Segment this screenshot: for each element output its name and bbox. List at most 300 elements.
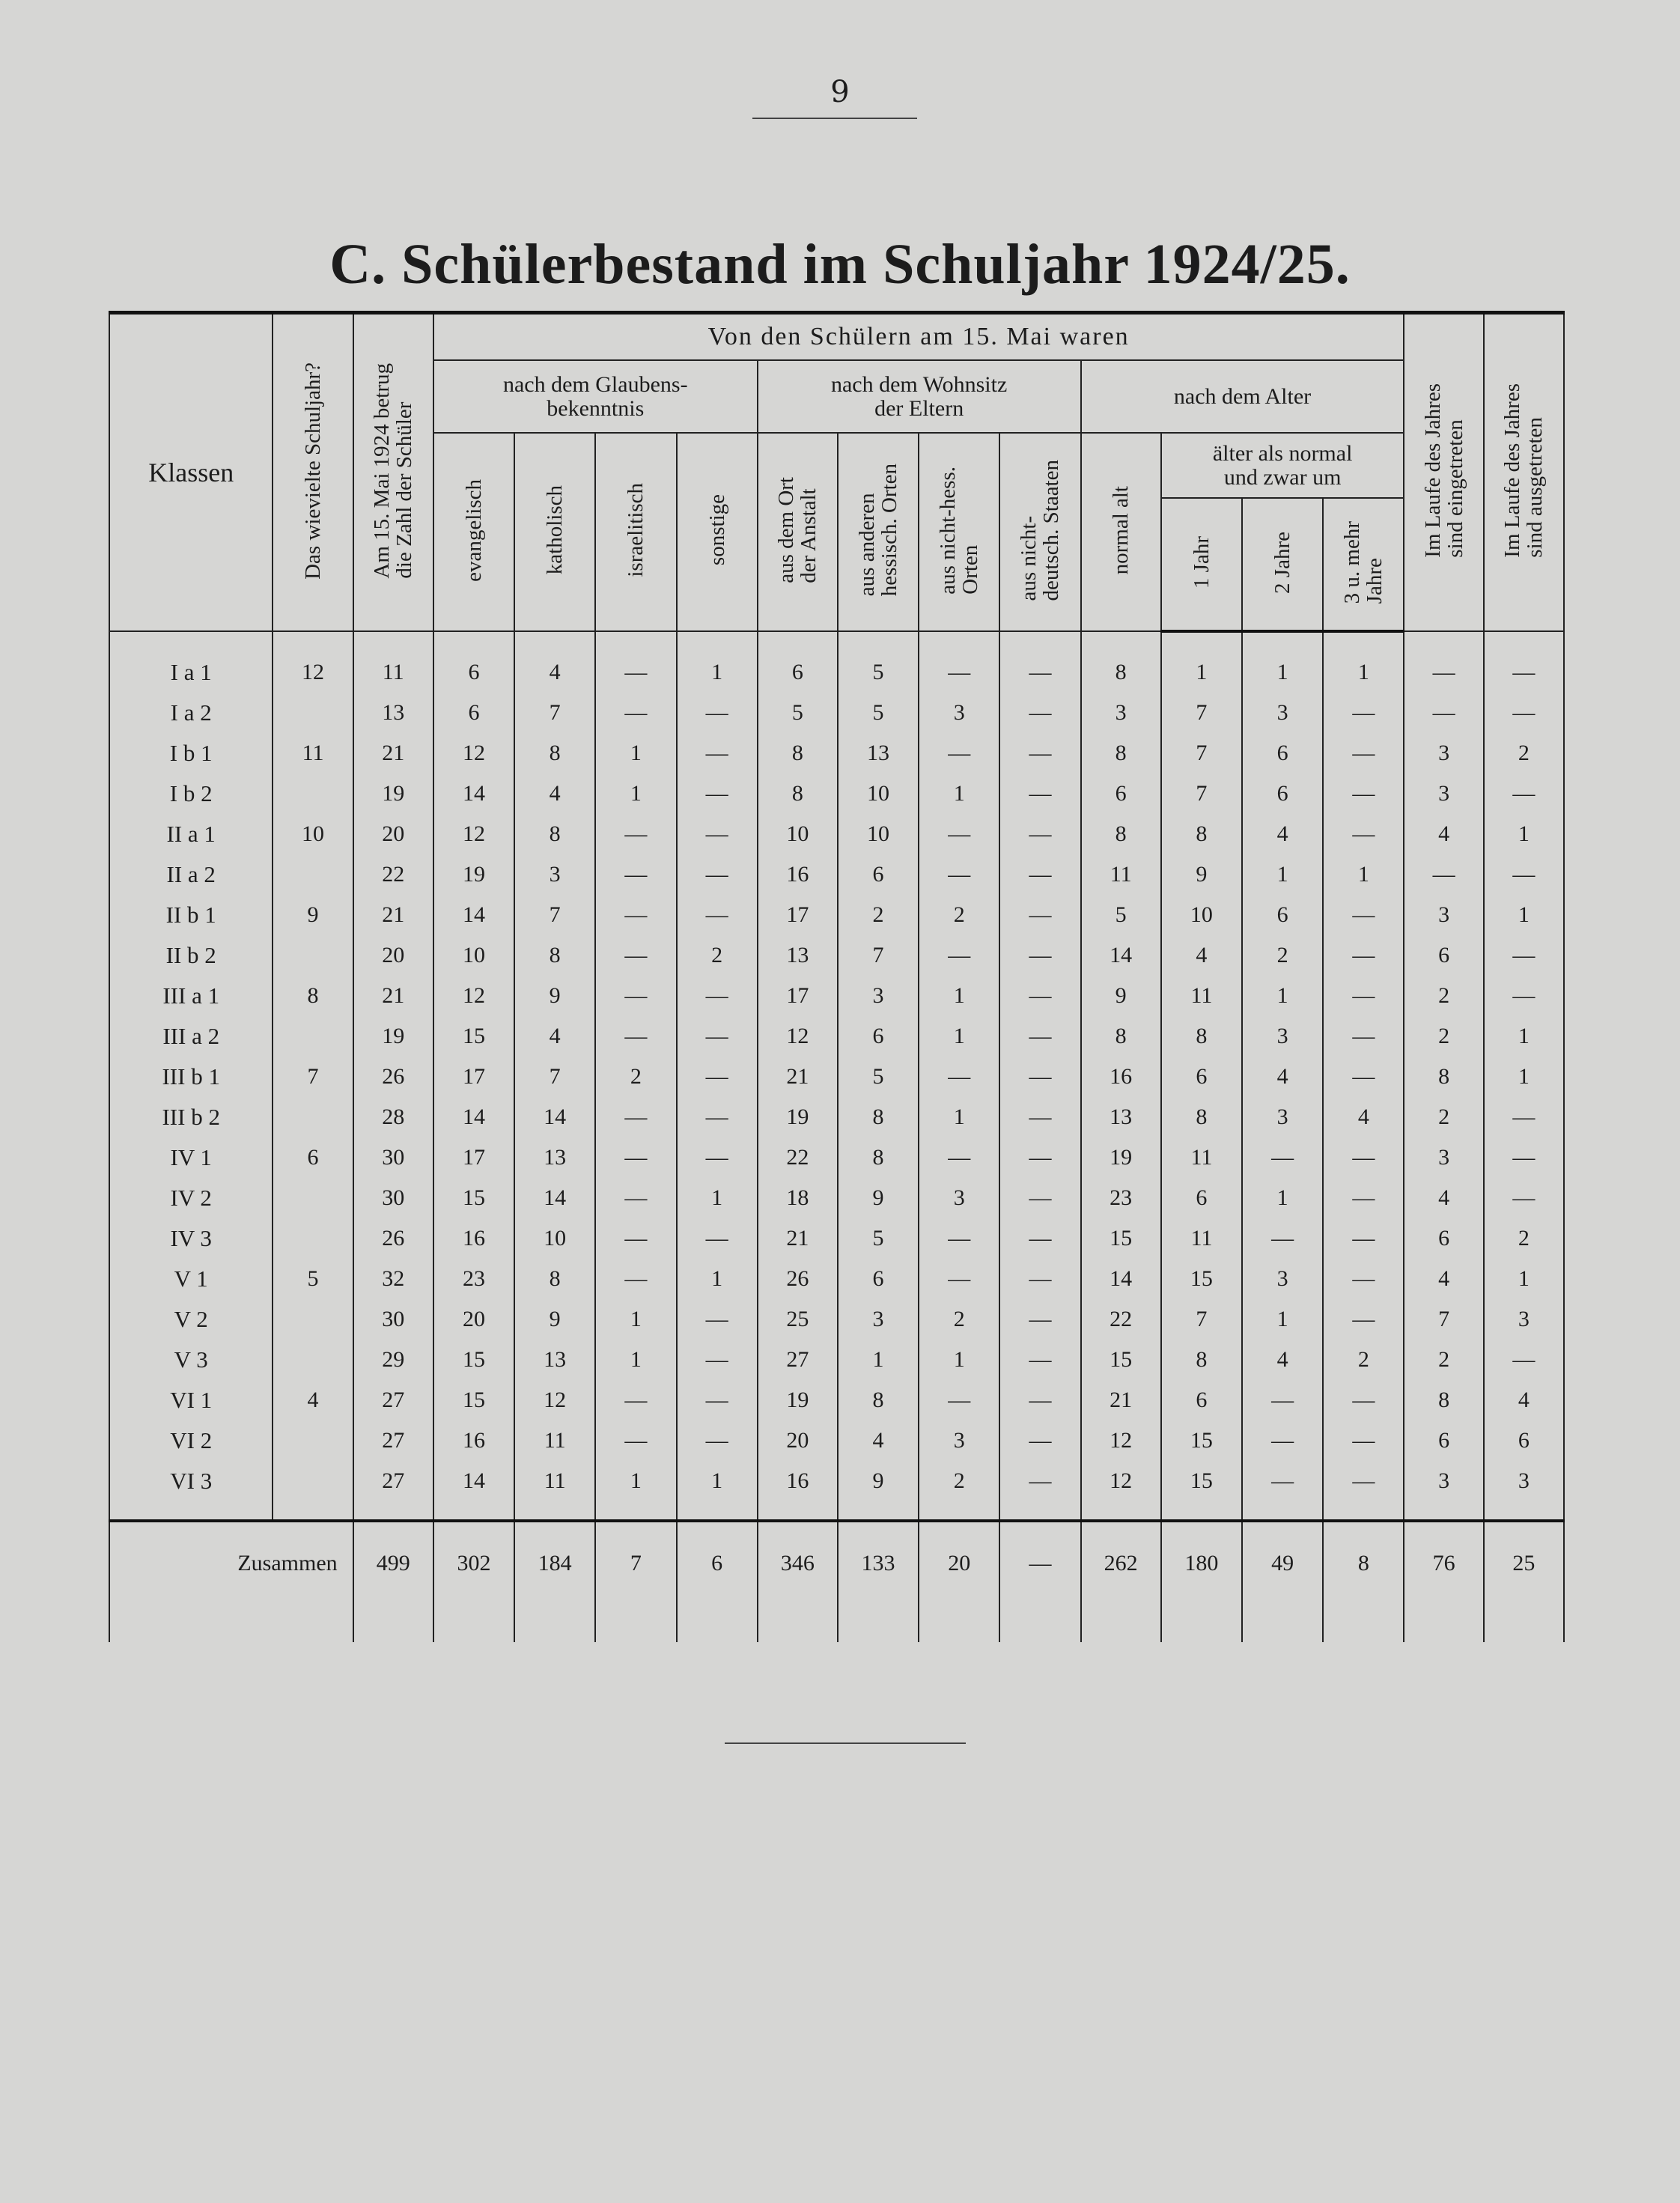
- cell-j1: 15: [1161, 1461, 1242, 1521]
- total-nhess: 20: [919, 1521, 999, 1605]
- cell-normal: 21: [1081, 1380, 1161, 1420]
- page-number: 9: [830, 75, 850, 109]
- header-eingetreten-text: Im Laufe des Jahres sind eingetreten: [1420, 383, 1467, 558]
- cell-normal: 8: [1081, 814, 1161, 854]
- header-glaubensbekenntnis-text: nach dem Glaubens- bekenntnis: [502, 371, 688, 421]
- cell-klasse: V 2: [109, 1299, 273, 1340]
- cell-normal: 8: [1081, 1016, 1161, 1057]
- cell-isr: —: [595, 1218, 676, 1259]
- cell-j1: 6: [1161, 1057, 1242, 1097]
- spacer-cell: [109, 1605, 353, 1642]
- cell-ein: 3: [1404, 733, 1483, 774]
- cell-j3: 1: [1323, 631, 1404, 693]
- cell-aus: —: [1484, 693, 1564, 733]
- cell-ev: 15: [433, 1016, 514, 1057]
- cell-ort: 12: [758, 1016, 838, 1057]
- cell-j1: 7: [1161, 1299, 1242, 1340]
- cell-j1: 7: [1161, 693, 1242, 733]
- cell-klasse: III a 2: [109, 1016, 273, 1057]
- cell-zahl: 21: [353, 733, 433, 774]
- total-ev: 302: [433, 1521, 514, 1605]
- cell-hess: 5: [838, 631, 919, 693]
- cell-aus: —: [1484, 1137, 1564, 1178]
- cell-hess: 9: [838, 1461, 919, 1521]
- cell-ev: 15: [433, 1178, 514, 1218]
- cell-sonst: —: [677, 814, 758, 854]
- cell-ein: 4: [1404, 814, 1483, 854]
- cell-klasse: IV 2: [109, 1178, 273, 1218]
- cell-j2: 2: [1242, 935, 1323, 976]
- cell-ndeut: —: [999, 1340, 1080, 1380]
- cell-nhess: 2: [919, 1461, 999, 1521]
- header-evangelisch: [433, 433, 514, 631]
- header-israelitisch-text: israelitisch: [624, 483, 648, 577]
- cell-hess: 6: [838, 1016, 919, 1057]
- cell-ein: 2: [1404, 1340, 1483, 1380]
- cell-nhess: 2: [919, 1299, 999, 1340]
- cell-zahl: 27: [353, 1461, 433, 1521]
- cell-zahl: 20: [353, 935, 433, 976]
- cell-ort: 22: [758, 1137, 838, 1178]
- cell-sonst: —: [677, 1057, 758, 1097]
- cell-ort: 21: [758, 1218, 838, 1259]
- cell-ndeut: —: [999, 733, 1080, 774]
- cell-hess: 8: [838, 1097, 919, 1137]
- cell-j1: 11: [1161, 1218, 1242, 1259]
- spacer-cell: [999, 1605, 1080, 1642]
- cell-sonst: 1: [677, 631, 758, 693]
- table-row: [109, 774, 1564, 814]
- cell-kath: 8: [514, 935, 595, 976]
- cell-zahl: 29: [353, 1340, 433, 1380]
- spacer-cell: [919, 1605, 999, 1642]
- cell-isr: —: [595, 814, 676, 854]
- cell-normal: 6: [1081, 774, 1161, 814]
- total-j2: 49: [1242, 1521, 1323, 1605]
- table-row: [109, 1380, 1564, 1420]
- cell-ndeut: —: [999, 814, 1080, 854]
- header-aelter-text: älter als normal und zwar um: [1212, 440, 1353, 490]
- cell-isr: —: [595, 935, 676, 976]
- cell-klasse: I b 2: [109, 774, 273, 814]
- cell-zahl: 30: [353, 1178, 433, 1218]
- cell-hess: 5: [838, 693, 919, 733]
- cell-aus: —: [1484, 774, 1564, 814]
- cell-klasse: III b 2: [109, 1097, 273, 1137]
- cell-nhess: 1: [919, 1016, 999, 1057]
- cell-normal: 19: [1081, 1137, 1161, 1178]
- cell-schuljahr: 11: [273, 733, 353, 774]
- total-j1: 180: [1161, 1521, 1242, 1605]
- cell-normal: 15: [1081, 1218, 1161, 1259]
- cell-aus: 1: [1484, 1057, 1564, 1097]
- cell-j2: 6: [1242, 895, 1323, 935]
- cell-nhess: —: [919, 854, 999, 895]
- cell-hess: 8: [838, 1380, 919, 1420]
- header-alter: nach dem Alter: [1081, 360, 1404, 433]
- cell-kath: 9: [514, 976, 595, 1016]
- spacer-cell: [514, 1605, 595, 1642]
- cell-zahl: 21: [353, 976, 433, 1016]
- cell-isr: —: [595, 631, 676, 693]
- cell-normal: 14: [1081, 935, 1161, 976]
- cell-nhess: —: [919, 1137, 999, 1178]
- cell-schuljahr: [273, 1178, 353, 1218]
- cell-j1: 8: [1161, 1340, 1242, 1380]
- spacer-cell: [758, 1605, 838, 1642]
- cell-j1: 15: [1161, 1259, 1242, 1299]
- cell-ev: 14: [433, 774, 514, 814]
- header-jahr2-text: 2 Jahre: [1270, 531, 1295, 594]
- header-nichthess: [919, 433, 999, 631]
- cell-kath: 7: [514, 1057, 595, 1097]
- cell-nhess: 1: [919, 774, 999, 814]
- cell-ev: 15: [433, 1340, 514, 1380]
- table-row: [109, 1420, 1564, 1461]
- cell-nhess: —: [919, 1259, 999, 1299]
- cell-j3: —: [1323, 1016, 1404, 1057]
- table-row: [109, 814, 1564, 854]
- table-row: [109, 733, 1564, 774]
- cell-hess: 9: [838, 1178, 919, 1218]
- cell-kath: 10: [514, 1218, 595, 1259]
- cell-ein: 2: [1404, 976, 1483, 1016]
- header-jahr2: [1242, 498, 1323, 631]
- cell-schuljahr: 6: [273, 1137, 353, 1178]
- cell-j3: —: [1323, 1259, 1404, 1299]
- table-row: [109, 1057, 1564, 1097]
- cell-j1: 11: [1161, 976, 1242, 1016]
- total-ort: 346: [758, 1521, 838, 1605]
- total-ein: 76: [1404, 1521, 1483, 1605]
- table-row: [109, 693, 1564, 733]
- cell-schuljahr: [273, 1340, 353, 1380]
- cell-schuljahr: [273, 1461, 353, 1521]
- cell-ort: 27: [758, 1340, 838, 1380]
- cell-hess: 3: [838, 976, 919, 1016]
- cell-ndeut: —: [999, 1016, 1080, 1057]
- cell-kath: 8: [514, 733, 595, 774]
- cell-kath: 3: [514, 854, 595, 895]
- cell-schuljahr: [273, 935, 353, 976]
- total-isr: 7: [595, 1521, 676, 1605]
- cell-ort: 19: [758, 1380, 838, 1420]
- cell-normal: 15: [1081, 1340, 1161, 1380]
- cell-aus: 1: [1484, 814, 1564, 854]
- table-row: [109, 976, 1564, 1016]
- spacer-cell: [838, 1605, 919, 1642]
- header-zahl: [353, 313, 433, 632]
- table-row: [109, 895, 1564, 935]
- cell-ein: 2: [1404, 1016, 1483, 1057]
- cell-isr: 1: [595, 1340, 676, 1380]
- cell-j2: 6: [1242, 774, 1323, 814]
- cell-j1: 15: [1161, 1420, 1242, 1461]
- cell-ort: 17: [758, 976, 838, 1016]
- cell-j3: —: [1323, 1380, 1404, 1420]
- cell-sonst: —: [677, 733, 758, 774]
- cell-ndeut: —: [999, 1299, 1080, 1340]
- header-jahr1-text: 1 Jahr: [1189, 535, 1214, 589]
- header-hessisch: [838, 433, 919, 631]
- cell-klasse: III a 1: [109, 976, 273, 1016]
- cell-j1: 9: [1161, 854, 1242, 895]
- cell-kath: 4: [514, 774, 595, 814]
- header-sonstige: [677, 433, 758, 631]
- table-row: [109, 1137, 1564, 1178]
- cell-zahl: 11: [353, 631, 433, 693]
- cell-sonst: —: [677, 1420, 758, 1461]
- cell-isr: —: [595, 976, 676, 1016]
- cell-nhess: 1: [919, 976, 999, 1016]
- cell-ev: 12: [433, 814, 514, 854]
- cell-j3: —: [1323, 1178, 1404, 1218]
- cell-ort: 18: [758, 1178, 838, 1218]
- cell-kath: 13: [514, 1340, 595, 1380]
- spacer-cell: [433, 1605, 514, 1642]
- cell-zahl: 27: [353, 1380, 433, 1420]
- cell-nhess: —: [919, 631, 999, 693]
- total-spacer-row: [109, 1605, 1564, 1642]
- cell-klasse: II a 2: [109, 854, 273, 895]
- table-row: [109, 1461, 1564, 1521]
- header-hessisch-text: aus anderen hessisch. Orten: [855, 464, 902, 597]
- cell-ndeut: —: [999, 1178, 1080, 1218]
- header-zahl-text: Am 15. Mai 1924 betrug die Zahl der Schüler: [370, 362, 417, 579]
- header-ausgetreten-text: Im Laufe des Jahres sind ausgetreten: [1500, 383, 1547, 558]
- cell-isr: —: [595, 854, 676, 895]
- cell-j3: —: [1323, 693, 1404, 733]
- cell-ort: 5: [758, 693, 838, 733]
- cell-ort: 16: [758, 1461, 838, 1521]
- cell-isr: —: [595, 1016, 676, 1057]
- cell-kath: 14: [514, 1097, 595, 1137]
- cell-j1: 8: [1161, 1016, 1242, 1057]
- cell-j3: —: [1323, 1218, 1404, 1259]
- cell-zahl: 19: [353, 1016, 433, 1057]
- cell-ein: 8: [1404, 1380, 1483, 1420]
- cell-kath: 11: [514, 1461, 595, 1521]
- table-row: [109, 1178, 1564, 1218]
- cell-kath: 12: [514, 1380, 595, 1420]
- cell-hess: 3: [838, 1299, 919, 1340]
- cell-j1: 6: [1161, 1380, 1242, 1420]
- cell-j1: 6: [1161, 1178, 1242, 1218]
- cell-normal: 5: [1081, 895, 1161, 935]
- cell-klasse: II a 1: [109, 814, 273, 854]
- cell-normal: 14: [1081, 1259, 1161, 1299]
- cell-ndeut: —: [999, 1259, 1080, 1299]
- table-row: [109, 935, 1564, 976]
- cell-klasse: V 3: [109, 1340, 273, 1380]
- cell-hess: 1: [838, 1340, 919, 1380]
- cell-j2: 3: [1242, 1097, 1323, 1137]
- cell-isr: —: [595, 1380, 676, 1420]
- header-normal-text: normal alt: [1109, 485, 1133, 575]
- cell-nhess: —: [919, 1218, 999, 1259]
- cell-isr: —: [595, 693, 676, 733]
- cell-sonst: 1: [677, 1178, 758, 1218]
- header-evangelisch-text: evangelisch: [461, 478, 486, 582]
- student-statistics-table: [109, 311, 1565, 1642]
- cell-j2: 1: [1242, 854, 1323, 895]
- cell-klasse: I a 1: [109, 631, 273, 693]
- cell-ndeut: —: [999, 1097, 1080, 1137]
- cell-ein: 6: [1404, 935, 1483, 976]
- cell-schuljahr: [273, 1420, 353, 1461]
- cell-j2: 4: [1242, 1057, 1323, 1097]
- cell-klasse: I b 1: [109, 733, 273, 774]
- cell-ndeut: —: [999, 1420, 1080, 1461]
- cell-ev: 14: [433, 1461, 514, 1521]
- cell-ort: 26: [758, 1259, 838, 1299]
- cell-klasse: I a 2: [109, 693, 273, 733]
- cell-ort: 10: [758, 814, 838, 854]
- cell-j2: —: [1242, 1137, 1323, 1178]
- cell-klasse: VI 1: [109, 1380, 273, 1420]
- cell-sonst: —: [677, 1137, 758, 1178]
- cell-sonst: —: [677, 854, 758, 895]
- cell-zahl: 20: [353, 814, 433, 854]
- header-aelter: [1161, 433, 1404, 498]
- cell-isr: 1: [595, 733, 676, 774]
- cell-j2: 3: [1242, 693, 1323, 733]
- cell-j1: 10: [1161, 895, 1242, 935]
- cell-aus: —: [1484, 631, 1564, 693]
- cell-ev: 17: [433, 1137, 514, 1178]
- cell-j2: 4: [1242, 814, 1323, 854]
- cell-sonst: —: [677, 1097, 758, 1137]
- cell-ein: —: [1404, 854, 1483, 895]
- cell-kath: 9: [514, 1299, 595, 1340]
- cell-aus: 1: [1484, 1016, 1564, 1057]
- cell-aus: 3: [1484, 1461, 1564, 1521]
- cell-ndeut: —: [999, 1218, 1080, 1259]
- header-katholisch-text: katholisch: [543, 485, 567, 575]
- cell-ort: 19: [758, 1097, 838, 1137]
- cell-ev: 14: [433, 895, 514, 935]
- cell-hess: 6: [838, 1259, 919, 1299]
- spacer-cell: [1161, 1605, 1242, 1642]
- cell-kath: 8: [514, 1259, 595, 1299]
- cell-sonst: —: [677, 1299, 758, 1340]
- cell-j2: —: [1242, 1218, 1323, 1259]
- cell-j1: 8: [1161, 814, 1242, 854]
- header-katholisch: [514, 433, 595, 631]
- cell-aus: 4: [1484, 1380, 1564, 1420]
- header-israelitisch: [595, 433, 676, 631]
- cell-nhess: —: [919, 733, 999, 774]
- cell-schuljahr: 7: [273, 1057, 353, 1097]
- cell-sonst: —: [677, 1218, 758, 1259]
- cell-ein: 2: [1404, 1097, 1483, 1137]
- cell-schuljahr: [273, 693, 353, 733]
- cell-schuljahr: [273, 1218, 353, 1259]
- cell-isr: —: [595, 1178, 676, 1218]
- header-eingetreten: [1404, 313, 1483, 632]
- cell-kath: 4: [514, 631, 595, 693]
- cell-j2: 6: [1242, 733, 1323, 774]
- header-glaubensbekenntnis: [433, 360, 758, 433]
- cell-schuljahr: [273, 1299, 353, 1340]
- cell-aus: 2: [1484, 1218, 1564, 1259]
- spacer-cell: [677, 1605, 758, 1642]
- cell-normal: 22: [1081, 1299, 1161, 1340]
- cell-sonst: 2: [677, 935, 758, 976]
- cell-ein: 3: [1404, 1461, 1483, 1521]
- cell-sonst: —: [677, 1380, 758, 1420]
- cell-sonst: 1: [677, 1461, 758, 1521]
- cell-sonst: —: [677, 1340, 758, 1380]
- cell-j3: 2: [1323, 1340, 1404, 1380]
- cell-normal: 9: [1081, 976, 1161, 1016]
- cell-normal: 8: [1081, 631, 1161, 693]
- cell-zahl: 32: [353, 1259, 433, 1299]
- cell-isr: —: [595, 895, 676, 935]
- total-kath: 184: [514, 1521, 595, 1605]
- cell-j2: —: [1242, 1461, 1323, 1521]
- cell-klasse: III b 1: [109, 1057, 273, 1097]
- cell-j2: 1: [1242, 1299, 1323, 1340]
- cell-sonst: —: [677, 774, 758, 814]
- total-ndeut: —: [999, 1521, 1080, 1605]
- spacer-cell: [1404, 1605, 1483, 1642]
- cell-zahl: 30: [353, 1137, 433, 1178]
- cell-zahl: 28: [353, 1097, 433, 1137]
- spacer-cell: [1242, 1605, 1323, 1642]
- spacer-cell: [1323, 1605, 1404, 1642]
- header-nichthess-text: aus nicht-hess. Orten: [936, 466, 983, 595]
- cell-j3: —: [1323, 976, 1404, 1016]
- cell-ein: 4: [1404, 1259, 1483, 1299]
- cell-normal: 16: [1081, 1057, 1161, 1097]
- spacer-cell: [353, 1605, 433, 1642]
- cell-isr: 1: [595, 1299, 676, 1340]
- cell-ort: 17: [758, 895, 838, 935]
- cell-zahl: 26: [353, 1057, 433, 1097]
- cell-ev: 6: [433, 631, 514, 693]
- cell-ndeut: —: [999, 774, 1080, 814]
- cell-hess: 8: [838, 1137, 919, 1178]
- table-row: [109, 631, 1564, 693]
- cell-normal: 13: [1081, 1097, 1161, 1137]
- cell-ein: 8: [1404, 1057, 1483, 1097]
- spacer-cell: [595, 1605, 676, 1642]
- header-wohnsitz: [758, 360, 1081, 433]
- cell-j3: 4: [1323, 1097, 1404, 1137]
- cell-kath: 11: [514, 1420, 595, 1461]
- cell-isr: —: [595, 1137, 676, 1178]
- cell-ev: 14: [433, 1097, 514, 1137]
- cell-ev: 19: [433, 854, 514, 895]
- table-row: [109, 1259, 1564, 1299]
- cell-ein: 6: [1404, 1420, 1483, 1461]
- cell-klasse: V 1: [109, 1259, 273, 1299]
- spacer-cell: [1081, 1605, 1161, 1642]
- cell-isr: —: [595, 1420, 676, 1461]
- cell-j2: 3: [1242, 1016, 1323, 1057]
- cell-schuljahr: [273, 854, 353, 895]
- cell-schuljahr: [273, 774, 353, 814]
- cell-normal: 12: [1081, 1420, 1161, 1461]
- cell-zahl: 30: [353, 1299, 433, 1340]
- cell-j3: —: [1323, 1057, 1404, 1097]
- cell-j1: 11: [1161, 1137, 1242, 1178]
- cell-ev: 23: [433, 1259, 514, 1299]
- cell-ndeut: —: [999, 1137, 1080, 1178]
- cell-ein: 3: [1404, 895, 1483, 935]
- cell-j1: 1: [1161, 631, 1242, 693]
